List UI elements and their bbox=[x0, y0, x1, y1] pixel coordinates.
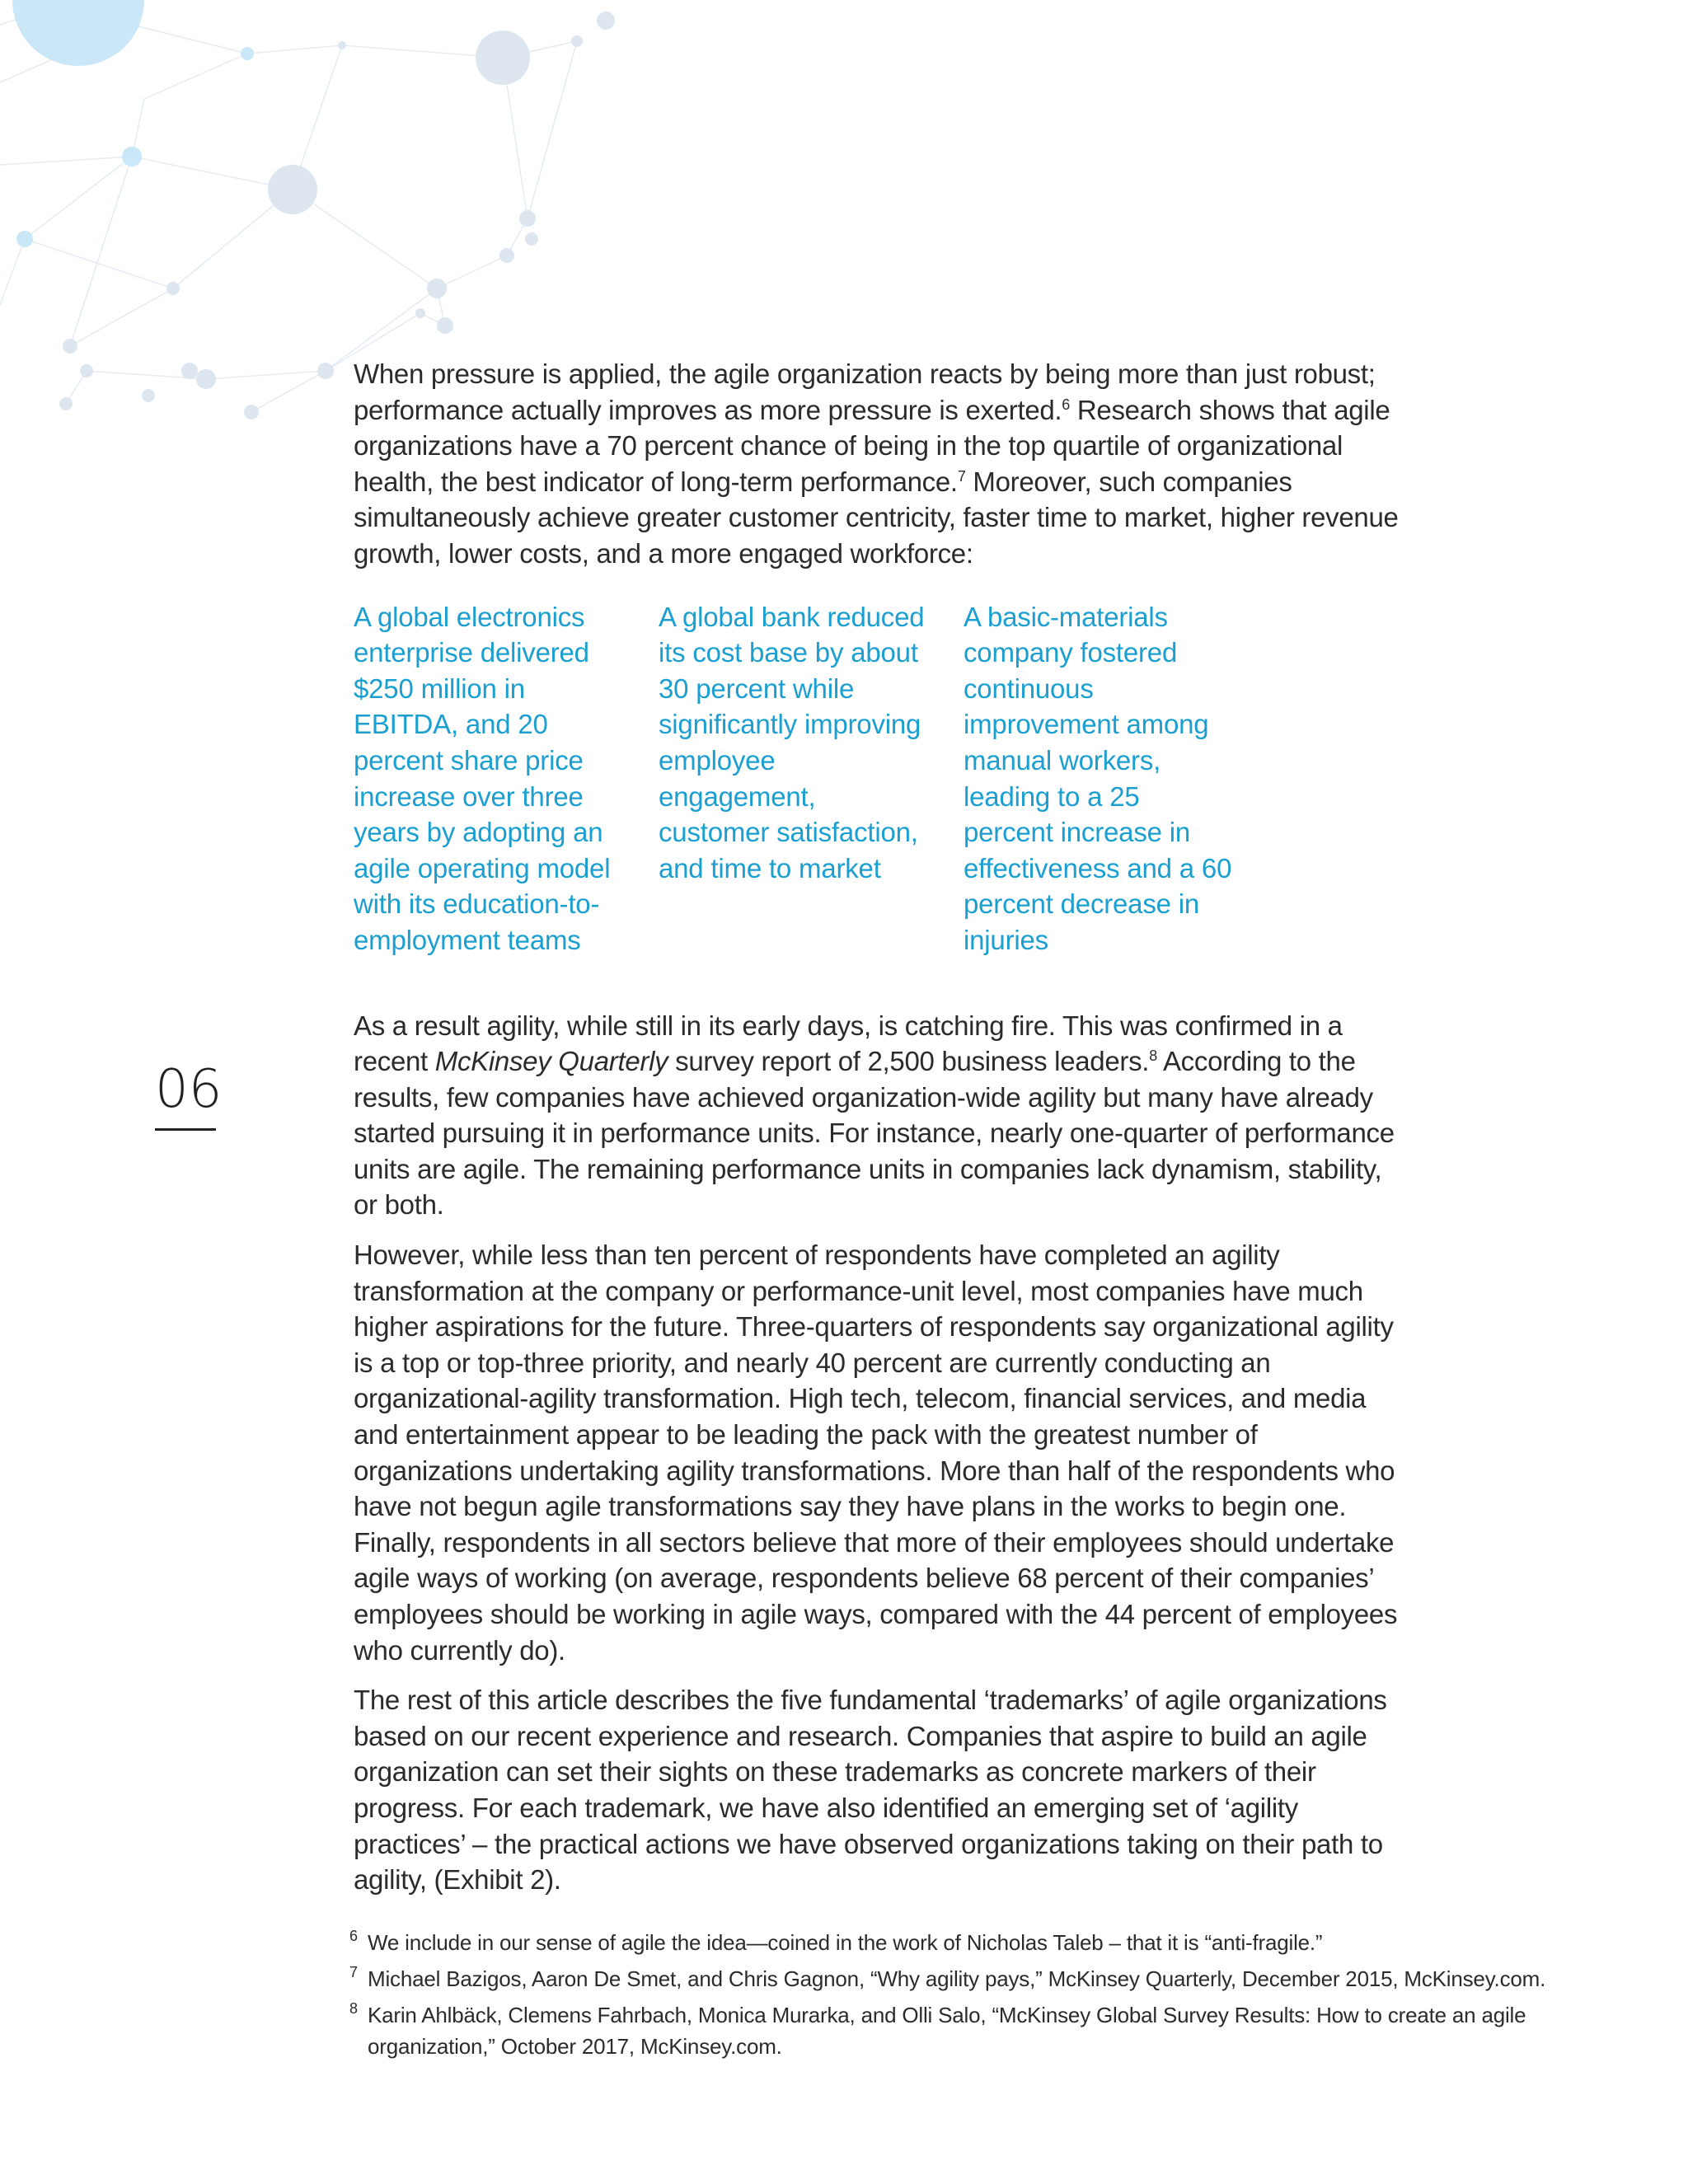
footnote-ref-7: 7 bbox=[957, 467, 966, 485]
aspirations-paragraph: However, while less than ten percent of respondents have completed an agility transformation at the company or performance-unit level, most companies have much higher aspirations for the future. Three-quarters of respondents say organizational agility is a top or top-three priority, and nearly 40 percent are currently conducting an organizational-agility transformation. High tech, telecom, financial services, and media and entertainment appear to be leading the pack with the greatest number of organizations undertaking agility transformations. More than half of the respondents who have not begun agile transformations say they have plans in the works to begin one. Finally, respondents in all sectors believe that more of their employees should undertake agile ways of working (on average, respondents believe 68 percent of their companies’ employees should be working in agile ways, compared with the 44 percent of employees who currently do). bbox=[354, 1240, 1398, 1666]
footnote-number: 7 bbox=[349, 1964, 358, 1980]
para2-text-b: survey report of 2,500 business leaders. bbox=[668, 1046, 1150, 1077]
example-bank: A global bank reduced its cost base by about 30 percent while significantly improving employee engagement, customer satisfaction, and time to market bbox=[659, 601, 925, 883]
publication-title: McKinsey Quarterly bbox=[434, 1046, 668, 1077]
para2-text-c: According to the results, few companies have achieved organization-wide agility but many have already started pursuing it in performance units. For instance, nearly one-quarter of performance units are agile. The remaining performance units in companies lack dynamism, stability, or both. bbox=[354, 1046, 1395, 1221]
example-basic-materials: A basic-materials company fostered continuous improvement among manual workers, leading to a 25 percent increase in effectiveness and a 60 percent decrease in injuries bbox=[964, 601, 1232, 955]
article-body bbox=[354, 356, 1409, 1912]
page-number: 06 bbox=[155, 1059, 223, 1120]
footnote bbox=[349, 1963, 1602, 1994]
para2-text-a: As a result agility, while still in its early days, is catching fire. This was confirmed in a recent bbox=[354, 1010, 1343, 1077]
intro-text-b: Research shows that agile organizations have a 70 percent chance of being in the top quartile of organizational health, the best indicator of long-term performance. bbox=[354, 394, 1390, 497]
intro-text-c: Moreover, such companies simultaneously achieve greater customer centricity, faster time to market, higher revenue growth, lower costs, and a more engaged workforce: bbox=[354, 466, 1399, 569]
page-number-underline bbox=[155, 1128, 216, 1131]
footnote bbox=[349, 1927, 1602, 1958]
intro-paragraph bbox=[354, 356, 1409, 572]
trademarks-paragraph: The rest of this article describes the five fundamental ‘trademarks’ of agile organizations based on our recent experience and research. Companies that aspire to build an agile organization can set their sights on these trademarks as concrete markers of their progress. For each trademark, we have also identified an emerging set of ‘agility practices’ – the practical actions we have observed organizations taking on their path to agility, (Exhibit 2). bbox=[354, 1685, 1387, 1896]
footnote-number: 6 bbox=[349, 1928, 358, 1944]
footnotes bbox=[349, 1927, 1602, 2067]
footnote-ref-8: 8 bbox=[1149, 1047, 1157, 1065]
examples-columns bbox=[354, 599, 1409, 958]
footnote bbox=[349, 1999, 1602, 2062]
footnote-text: Karin Ahlbäck, Clemens Fahrbach, Monica Murarka, and Olli Salo, “McKinsey Global Survey Results: How to create an agile organization,” October 2017, McKinsey.com. bbox=[368, 2003, 1526, 2059]
footnote-number: 8 bbox=[349, 2000, 358, 2017]
intro-text-a: When pressure is applied, the agile organization reacts by being more than just robust; performance actually improves as more pressure is exerted. bbox=[354, 359, 1376, 425]
example-electronics: A global electronics enterprise delivered $250 million in EBITDA, and 20 percent share price increase over three years by adopting an agile operating model with its education-to-employment teams bbox=[354, 601, 611, 955]
footnote-text: We include in our sense of agile the idea—coined in the work of Nicholas Taleb – that it is “anti-fragile.” bbox=[368, 1930, 1323, 1955]
catching-fire-paragraph bbox=[354, 1008, 1409, 1224]
footnote-ref-6: 6 bbox=[1062, 396, 1071, 413]
footnote-text: Michael Bazigos, Aaron De Smet, and Chris Gagnon, “Why agility pays,” McKinsey Quarterly, December 2015, McKinsey.com. bbox=[368, 1966, 1546, 1991]
